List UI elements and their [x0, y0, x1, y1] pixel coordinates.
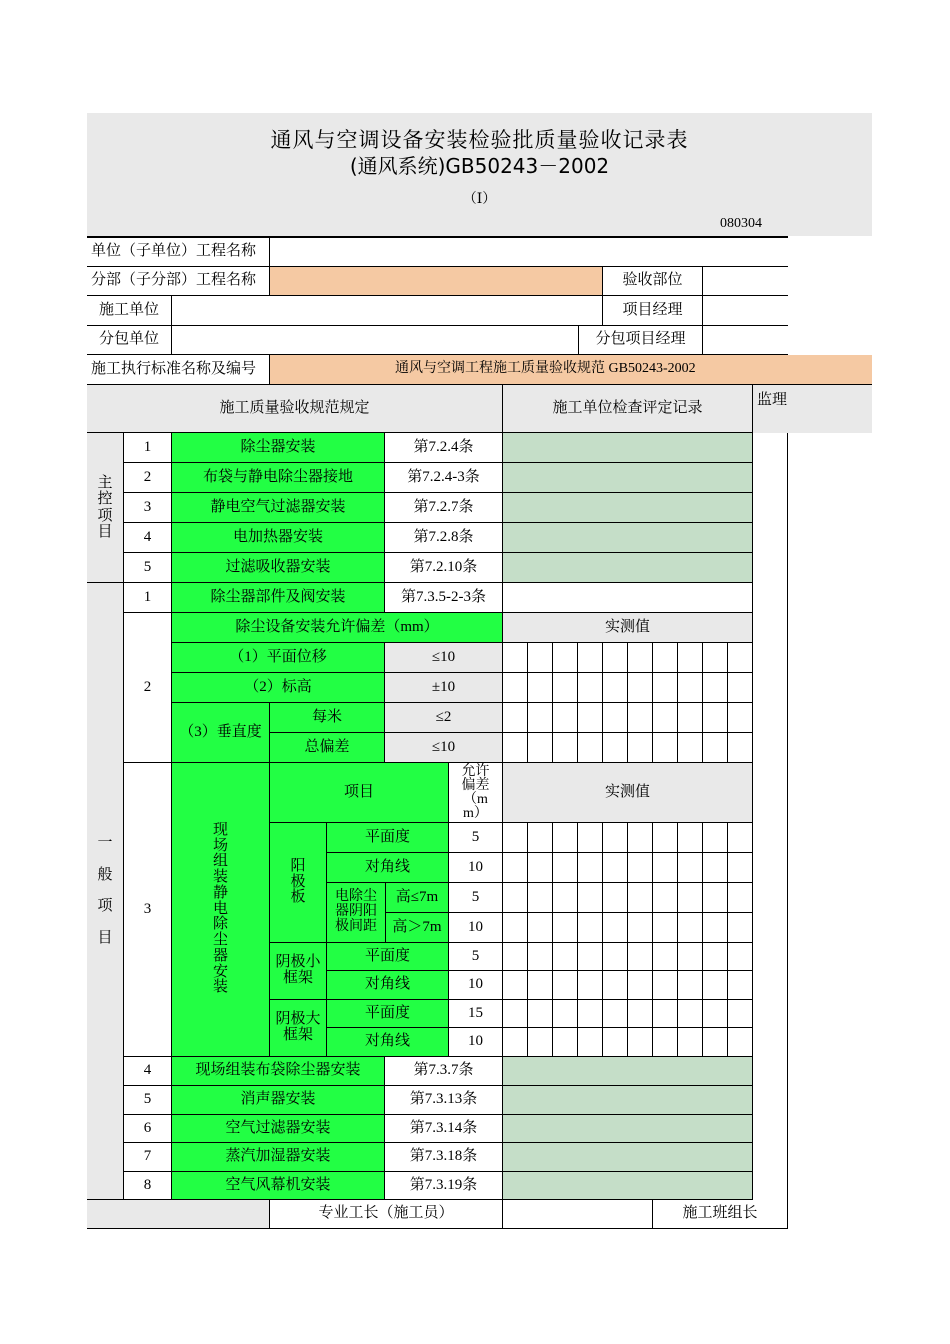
measured-value-cell[interactable] — [578, 1028, 603, 1057]
height-low-label: 高≤7m — [386, 883, 449, 913]
standard-value: 通风与空调工程施工质量验收规范 GB50243-2002 — [270, 355, 872, 385]
measured-value-cell[interactable] — [728, 1028, 753, 1057]
unit-project-label: 单位（子单位）工程名称 — [87, 238, 270, 267]
form-subtitle: (通风系统)GB50243－2002 — [349, 154, 610, 178]
project-manager-label: 项目经理 — [603, 296, 703, 326]
measured-value-cell[interactable] — [603, 673, 628, 703]
measured-value-cell[interactable] — [603, 943, 628, 971]
measured-value-cell[interactable] — [728, 1000, 753, 1028]
measured-value-cell[interactable] — [678, 643, 703, 673]
tolerance-value: 5 — [449, 943, 503, 971]
measured-value-cell[interactable] — [628, 643, 653, 673]
measured-value-cell[interactable] — [528, 883, 553, 913]
measured-value-cell[interactable] — [728, 643, 753, 673]
diagonal-label: 对角线 — [327, 971, 449, 1000]
measured-value-cell[interactable] — [578, 971, 603, 1000]
measured-value-cell[interactable] — [553, 913, 578, 943]
measured-value-cell[interactable] — [553, 1000, 578, 1028]
measured-value-cell[interactable] — [728, 943, 753, 971]
general-item-name: 空气过滤器安装 — [172, 1115, 385, 1143]
foreman-label: 专业工长（施工员） — [270, 1200, 503, 1229]
measured-value-cell[interactable] — [503, 733, 528, 763]
measured-value-cell[interactable] — [553, 1028, 578, 1057]
electrode-spacing-label: 电除尘器阴阳极间距 — [327, 883, 386, 943]
tolerance-header: 允许偏差（mm） — [449, 763, 503, 823]
general-item-name: 现场组装布袋除尘器安装 — [172, 1057, 385, 1086]
general-item-name: 消声器安装 — [172, 1086, 385, 1115]
measured-value-cell[interactable] — [703, 913, 728, 943]
general-item-check-cell[interactable] — [503, 1057, 753, 1086]
measured-value-cell[interactable] — [503, 823, 528, 853]
measured-value-cell[interactable] — [628, 971, 653, 1000]
deviation-item-tolerance: ≤10 — [385, 733, 503, 763]
check-column-header: 施工单位检查评定记录 — [503, 385, 753, 433]
measured-value-cell[interactable] — [603, 1028, 628, 1057]
accept-part-field[interactable] — [703, 267, 788, 296]
general-item-check-cell[interactable] — [503, 1086, 753, 1115]
measured-value-cell[interactable] — [553, 733, 578, 763]
measured-value-cell[interactable] — [653, 733, 678, 763]
foreman-field[interactable] — [503, 1200, 653, 1229]
measured-value-cell[interactable] — [703, 943, 728, 971]
deviation-item-tolerance: ±10 — [385, 673, 503, 703]
measured-value-cell[interactable] — [628, 943, 653, 971]
measured-value-cell[interactable] — [503, 853, 528, 883]
cathode-small-frame-label: 阴极小框架 — [270, 943, 327, 1000]
measured-value-cell[interactable] — [603, 971, 628, 1000]
general-item-clause: 第7.3.19条 — [385, 1172, 503, 1200]
measured-value-cell[interactable] — [553, 853, 578, 883]
general-item-no: 8 — [124, 1172, 172, 1200]
measured-value-cell[interactable] — [628, 853, 653, 883]
measured-value-cell[interactable] — [678, 1000, 703, 1028]
main-item-name: 静电空气过滤器安装 — [172, 493, 385, 523]
measured-value-cell[interactable] — [678, 703, 703, 733]
spec-column-header: 施工质量验收规范规定 — [87, 385, 503, 433]
measured-value-cell[interactable] — [653, 971, 678, 1000]
measured-value-cell[interactable] — [653, 913, 678, 943]
measured-value-cell[interactable] — [528, 853, 553, 883]
deviation-item-name: （2）标高 — [172, 673, 385, 703]
measured-value-cell[interactable] — [603, 1000, 628, 1028]
deviation-item-name: （3）垂直度 — [172, 703, 270, 763]
cathode-large-frame-label: 阴极大框架 — [270, 1000, 327, 1057]
measured-header: 实测值 — [503, 613, 753, 643]
main-item-clause: 第7.2.4条 — [385, 433, 503, 463]
main-item-no: 3 — [124, 493, 172, 523]
measured-value-cell[interactable] — [503, 1028, 528, 1057]
measured-value-cell[interactable] — [678, 913, 703, 943]
measured-value-cell[interactable] — [653, 943, 678, 971]
general-item-check-cell[interactable] — [503, 1115, 753, 1143]
measured-value-cell[interactable] — [503, 703, 528, 733]
footer-blank — [87, 1200, 270, 1229]
measured-value-cell[interactable] — [728, 673, 753, 703]
measured-value-cell[interactable] — [578, 1000, 603, 1028]
measured-value-cell[interactable] — [628, 733, 653, 763]
measured-value-cell[interactable] — [628, 1000, 653, 1028]
measured-value-cell[interactable] — [678, 1028, 703, 1057]
measured-value-cell[interactable] — [628, 1028, 653, 1057]
measured-value-cell[interactable] — [703, 971, 728, 1000]
measured-value-cell[interactable] — [628, 883, 653, 913]
diagonal-label: 对角线 — [327, 853, 449, 883]
measured-value-cell[interactable] — [503, 971, 528, 1000]
measured-value-cell[interactable] — [703, 643, 728, 673]
measured-value-cell[interactable] — [528, 1028, 553, 1057]
measured-value-cell[interactable] — [503, 913, 528, 943]
main-item-check-cell[interactable] — [503, 553, 753, 583]
measured-value-cell[interactable] — [653, 883, 678, 913]
main-item-no: 4 — [124, 523, 172, 553]
measured-value-cell[interactable] — [503, 883, 528, 913]
measured-value-cell[interactable] — [628, 673, 653, 703]
measured-value-cell[interactable] — [678, 883, 703, 913]
main-item-name: 过滤吸收器安装 — [172, 553, 385, 583]
tolerance-value: 10 — [449, 1028, 503, 1057]
measured-value-cell[interactable] — [503, 1000, 528, 1028]
measured-value-cell[interactable] — [703, 1028, 728, 1057]
form-code: 080304 — [720, 216, 762, 231]
measured-value-cell[interactable] — [578, 673, 603, 703]
measured-value-cell[interactable] — [728, 733, 753, 763]
measured-value-cell[interactable] — [528, 703, 553, 733]
subcontract-manager-label: 分包项目经理 — [579, 326, 703, 355]
measured-value-cell[interactable] — [728, 823, 753, 853]
measured-value-cell[interactable] — [653, 1000, 678, 1028]
measured-value-cell[interactable] — [603, 823, 628, 853]
measured-value-cell[interactable] — [703, 853, 728, 883]
main-item-name: 布袋与静电除尘器接地 — [172, 463, 385, 493]
subcontract-unit-field[interactable] — [172, 326, 579, 355]
measured-value-cell[interactable] — [553, 823, 578, 853]
measured-value-cell[interactable] — [553, 883, 578, 913]
flatness-label: 平面度 — [327, 943, 449, 971]
team-leader-label: 施工班组长 — [653, 1200, 788, 1229]
measured-value-cell[interactable] — [603, 853, 628, 883]
measured-value-cell[interactable] — [578, 943, 603, 971]
measured-value-cell[interactable] — [703, 733, 728, 763]
form-title: 通风与空调设备安装检验批质量验收记录表 — [270, 128, 689, 152]
general-item-no: 2 — [124, 613, 172, 763]
measured-value-cell[interactable] — [728, 703, 753, 733]
standard-label: 施工执行标准名称及编号 — [87, 355, 270, 385]
construction-unit-field[interactable] — [172, 296, 603, 326]
measured-value-cell[interactable] — [528, 733, 553, 763]
measured-value-cell[interactable] — [603, 733, 628, 763]
measured-value-cell[interactable] — [678, 673, 703, 703]
main-item-name: 除尘器安装 — [172, 433, 385, 463]
measured-value-cell[interactable] — [503, 943, 528, 971]
sub-project-field[interactable] — [270, 267, 603, 296]
measured-value-cell[interactable] — [653, 853, 678, 883]
general-item-clause: 第7.3.14条 — [385, 1115, 503, 1143]
main-item-check-cell[interactable] — [503, 493, 753, 523]
measured-value-cell[interactable] — [553, 971, 578, 1000]
deviation-item-name: （1）平面位移 — [172, 643, 385, 673]
measured-value-cell[interactable] — [628, 703, 653, 733]
general-item-no: 6 — [124, 1115, 172, 1143]
measured-value-cell[interactable] — [553, 673, 578, 703]
unit-project-field[interactable] — [270, 238, 788, 267]
main-item-no: 2 — [124, 463, 172, 493]
main-item-check-cell[interactable] — [503, 433, 753, 463]
general-item-clause: 第7.3.7条 — [385, 1057, 503, 1086]
main-item-check-cell[interactable] — [503, 463, 753, 493]
measured-value-cell[interactable] — [603, 643, 628, 673]
measured-value-cell[interactable] — [578, 823, 603, 853]
measured-value-cell[interactable] — [528, 913, 553, 943]
measured-value-cell[interactable] — [678, 733, 703, 763]
diagonal-label: 对角线 — [327, 1028, 449, 1057]
measured-value-cell[interactable] — [528, 971, 553, 1000]
measured-value-cell[interactable] — [703, 823, 728, 853]
anode-plate-label: 阳极板 — [270, 823, 327, 943]
measured-value-cell[interactable] — [728, 853, 753, 883]
measured-value-cell[interactable] — [553, 703, 578, 733]
general-item-name: 空气风幕机安装 — [172, 1172, 385, 1200]
measured-value-cell[interactable] — [578, 883, 603, 913]
deviation-item-tolerance: ≤2 — [385, 703, 503, 733]
form-volume: （Ⅰ） — [462, 192, 497, 207]
item-header: 项目 — [270, 763, 449, 823]
measured-value-cell[interactable] — [603, 883, 628, 913]
deviation-item-tolerance: ≤10 — [385, 643, 503, 673]
tolerance-value: 5 — [449, 823, 503, 853]
tolerance-value: 10 — [449, 913, 503, 943]
measured-value-cell[interactable] — [578, 853, 603, 883]
general-item-no: 7 — [124, 1143, 172, 1172]
general-item-check-cell[interactable] — [503, 1143, 753, 1172]
general-item-name: 除尘器部件及阀安装 — [172, 583, 385, 613]
flatness-label: 平面度 — [327, 1000, 449, 1028]
general-items-group: 一般项目 — [87, 583, 124, 1200]
measured-value-cell[interactable] — [728, 883, 753, 913]
general-item-clause: 第7.3.13条 — [385, 1086, 503, 1115]
general-item-clause: 第7.3.18条 — [385, 1143, 503, 1172]
measured-value-cell[interactable] — [578, 703, 603, 733]
construction-unit-label: 施工单位 — [87, 296, 172, 326]
main-item-clause: 第7.2.8条 — [385, 523, 503, 553]
general-item-check-cell[interactable] — [503, 1172, 753, 1200]
measured-value-cell[interactable] — [678, 943, 703, 971]
measured-value-cell[interactable] — [603, 913, 628, 943]
main-item-no: 5 — [124, 553, 172, 583]
measured-value-cell[interactable] — [553, 643, 578, 673]
main-item-clause: 第7.2.10条 — [385, 553, 503, 583]
main-item-clause: 第7.2.4-3条 — [385, 463, 503, 493]
measured-value-cell[interactable] — [678, 971, 703, 1000]
measured-value-cell[interactable] — [653, 703, 678, 733]
measured-value-cell[interactable] — [528, 943, 553, 971]
general-item-no: 5 — [124, 1086, 172, 1115]
main-item-check-cell[interactable] — [503, 523, 753, 553]
measured-value-cell[interactable] — [703, 1000, 728, 1028]
tolerance-value: 5 — [449, 883, 503, 913]
table-right-border — [787, 433, 788, 1200]
measured-value-cell[interactable] — [528, 1000, 553, 1028]
measured-value-cell[interactable] — [553, 943, 578, 971]
general-item-check-cell[interactable] — [503, 583, 753, 613]
flatness-label: 平面度 — [327, 823, 449, 853]
measured-value-cell[interactable] — [703, 673, 728, 703]
subcontract-unit-label: 分包单位 — [87, 326, 172, 355]
measured-value-cell[interactable] — [728, 971, 753, 1000]
deviation-header: 除尘设备安装允许偏差（mm） — [172, 613, 503, 643]
general-item-no: 3 — [124, 763, 172, 1057]
measured-value-cell[interactable] — [678, 823, 703, 853]
main-item-clause: 第7.2.7条 — [385, 493, 503, 523]
measured-value-cell[interactable] — [653, 643, 678, 673]
tolerance-value: 10 — [449, 971, 503, 1000]
measured-value-cell[interactable] — [653, 823, 678, 853]
main-item-name: 电加热器安装 — [172, 523, 385, 553]
measured-value-cell[interactable] — [503, 673, 528, 703]
electrostatic-precipitator-label: 现场组装静电除尘器安装 — [172, 763, 270, 1057]
general-item-name: 蒸汽加湿器安装 — [172, 1143, 385, 1172]
deviation-subitem-name: 总偏差 — [270, 733, 385, 763]
accept-part-label: 验收部位 — [603, 267, 703, 296]
tolerance-value: 15 — [449, 1000, 503, 1028]
measured-value-cell[interactable] — [653, 1028, 678, 1057]
measured-value-cell[interactable] — [528, 643, 553, 673]
general-item-no: 1 — [124, 583, 172, 613]
measured-value-cell[interactable] — [728, 913, 753, 943]
measured-value-cell[interactable] — [528, 673, 553, 703]
measured-value-cell[interactable] — [628, 913, 653, 943]
measured-value-cell[interactable] — [578, 733, 603, 763]
subcontract-manager-field[interactable] — [703, 326, 788, 355]
measured-value-cell[interactable] — [628, 823, 653, 853]
general-item-clause: 第7.3.5-2-3条 — [385, 583, 503, 613]
tolerance-value: 10 — [449, 853, 503, 883]
measured-value-cell[interactable] — [578, 913, 603, 943]
measured-value-cell[interactable] — [578, 643, 603, 673]
measured-value-cell[interactable] — [703, 703, 728, 733]
project-manager-field[interactable] — [703, 296, 788, 326]
deviation-subitem-name: 每米 — [270, 703, 385, 733]
main-item-no: 1 — [124, 433, 172, 463]
height-high-label: 高＞7m — [386, 913, 449, 943]
general-item-no: 4 — [124, 1057, 172, 1086]
main-items-group: 主控项目 — [87, 433, 124, 583]
measured-value-cell[interactable] — [528, 823, 553, 853]
sub-project-label: 分部（子分部）工程名称 — [87, 267, 270, 296]
measured-value-cell[interactable] — [703, 883, 728, 913]
measured-value-cell[interactable] — [678, 853, 703, 883]
measured-value-cell[interactable] — [603, 703, 628, 733]
measured-value-cell[interactable] — [653, 673, 678, 703]
measured-header: 实测值 — [503, 763, 753, 823]
measured-value-cell[interactable] — [503, 643, 528, 673]
supervisor-column-header: 监理 — [753, 385, 872, 433]
